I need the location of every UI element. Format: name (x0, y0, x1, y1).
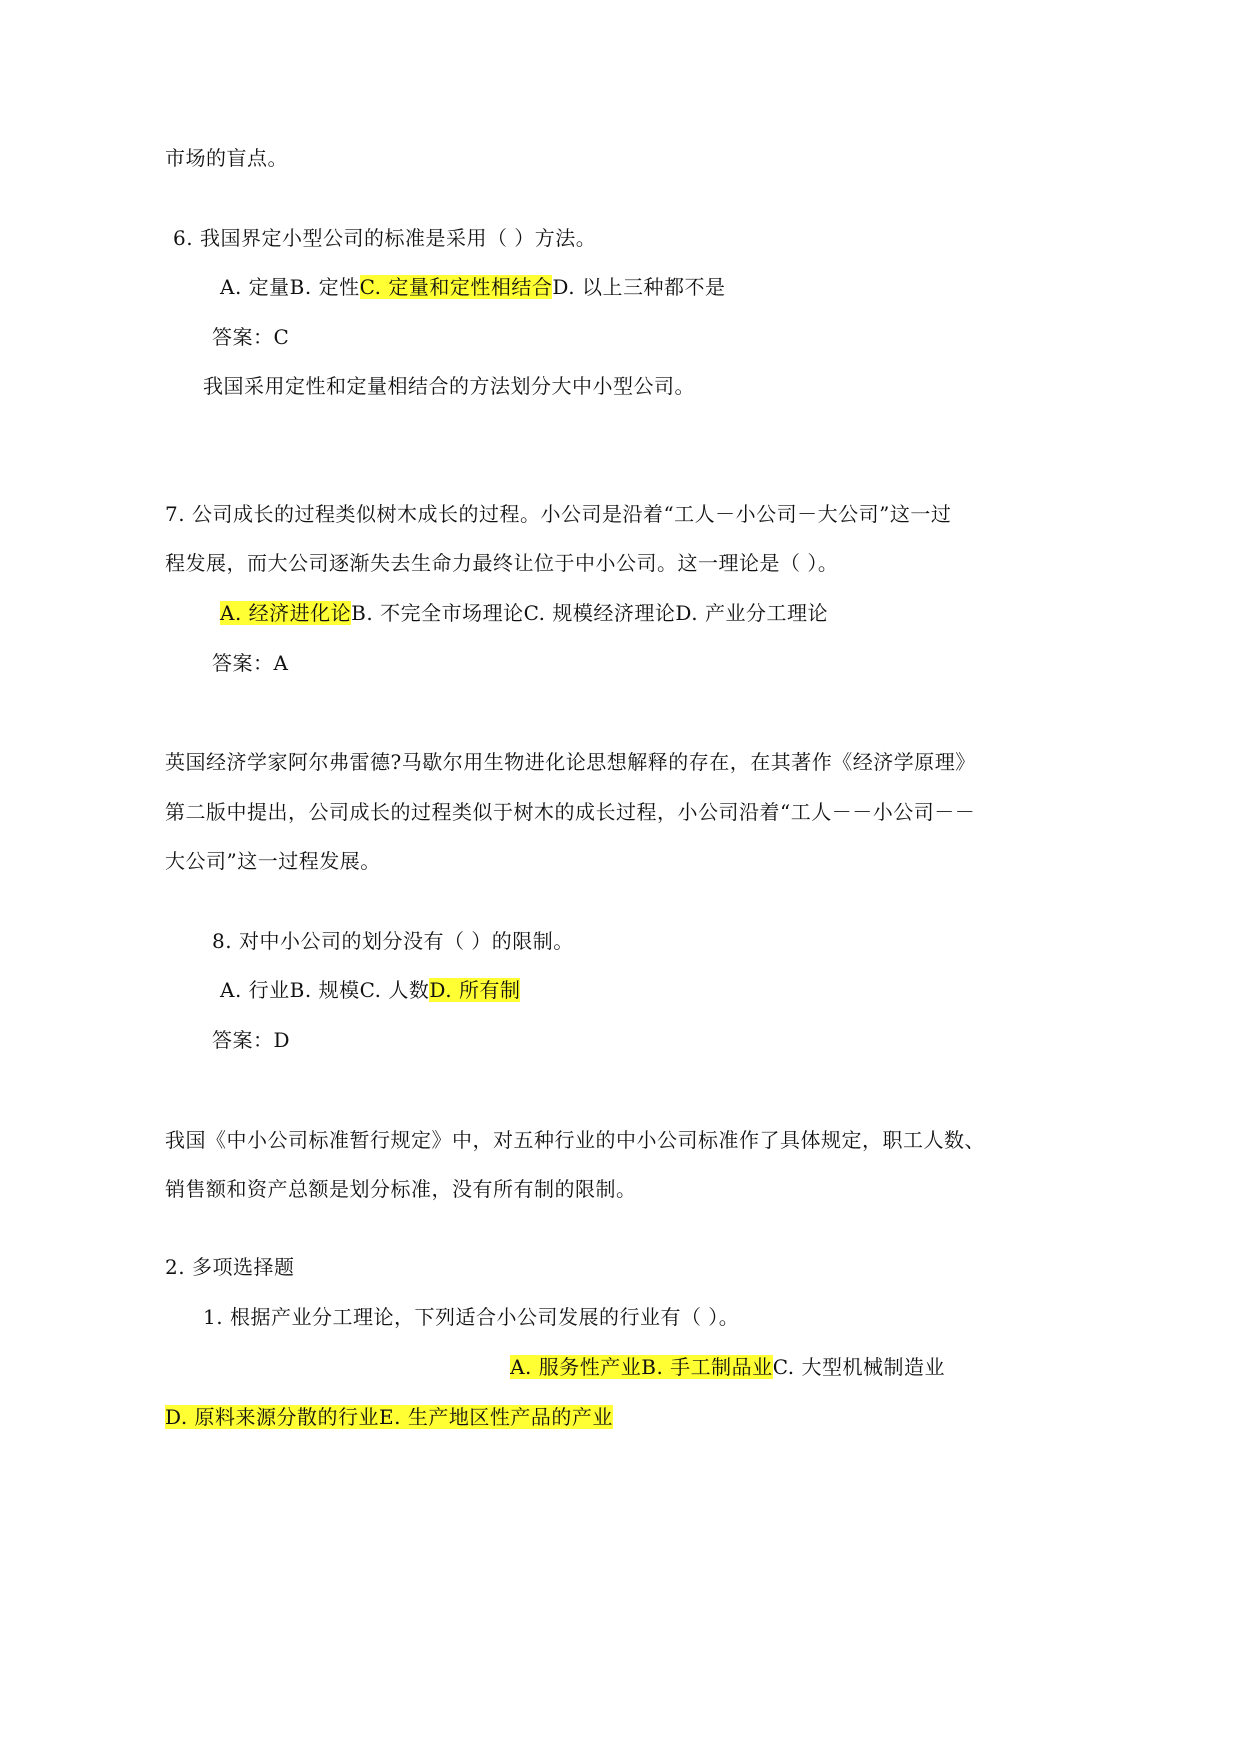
question-8-answer: 答案：D (212, 1028, 291, 1052)
option-a: A. 行业 (220, 978, 290, 1002)
option-c-highlighted: C. 定量和定性相结合 (359, 275, 553, 299)
question-6-answer: 答案：C (212, 325, 290, 349)
option-c: C. 大型机械制造业 (772, 1355, 945, 1379)
option-d: D. 以上三种都不是 (552, 275, 726, 299)
question-7-line-1: 7. 公司成长的过程类似树木成长的过程。小公司是沿着“工人－小公司－大公司”这一过 (165, 502, 952, 526)
text-line: 市场的盲点。 (165, 146, 288, 170)
multi-question-1-options-1 (165, 1352, 945, 1382)
option-b: B. 不完全市场理论 (351, 601, 524, 625)
question-7-explanation-1: 英国经济学家阿尔弗雷德?马歇尔用生物进化论思想解释的存在，在其著作《经济学原理》 (165, 750, 976, 774)
option-b: B. 规模 (289, 978, 360, 1002)
option-e-highlighted: E. 生产地区性产品的产业 (379, 1405, 613, 1429)
question-8-explanation-2: 销售额和资产总额是划分标准，没有所有制的限制。 (165, 1177, 637, 1201)
question-6-options (220, 272, 725, 302)
option-d-highlighted: D. 所有制 (429, 978, 521, 1002)
section-heading: 2. 多项选择题 (165, 1255, 295, 1279)
option-a: A. 定量 (220, 275, 290, 299)
question-6-explanation: 我国采用定性和定量相结合的方法划分大中小型公司。 (203, 374, 695, 398)
question-7-explanation-3: 大公司”这一过程发展。 (165, 849, 381, 873)
option-c: C. 规模经济理论 (523, 601, 676, 625)
option-c: C. 人数 (359, 978, 430, 1002)
option-d-highlighted: D. 原料来源分散的行业 (165, 1405, 380, 1429)
question-7-options (220, 598, 828, 628)
option-d: D. 产业分工理论 (675, 601, 828, 625)
question-8-explanation-1: 我国《中小公司标准暂行规定》中，对五种行业的中小公司标准作了具体规定，职工人数、 (165, 1128, 985, 1152)
option-b-highlighted: B. 手工制品业 (641, 1355, 773, 1379)
option-a-highlighted: A. 经济进化论 (220, 601, 352, 625)
multi-question-1: 1. 根据产业分工理论，下列适合小公司发展的行业有（ ）。 (203, 1305, 740, 1329)
question-7-answer: 答案：A (212, 651, 289, 675)
option-b: B. 定性 (289, 275, 360, 299)
question-7-explanation-2: 第二版中提出，公司成长的过程类似于树木的成长过程，小公司沿着“工人－－小公司－－ (165, 800, 976, 824)
question-7-line-2: 程发展，而大公司逐渐失去生命力最终让位于中小公司。这一理论是（ ）。 (165, 551, 839, 575)
option-a-highlighted: A. 服务性产业 (510, 1355, 642, 1379)
multi-question-1-options-2 (165, 1402, 613, 1432)
question-6: 6. 我国界定小型公司的标准是采用（ ）方法。 (173, 226, 597, 250)
question-8: 8. 对中小公司的划分没有（ ）的限制。 (212, 929, 574, 953)
question-8-options (220, 975, 520, 1005)
